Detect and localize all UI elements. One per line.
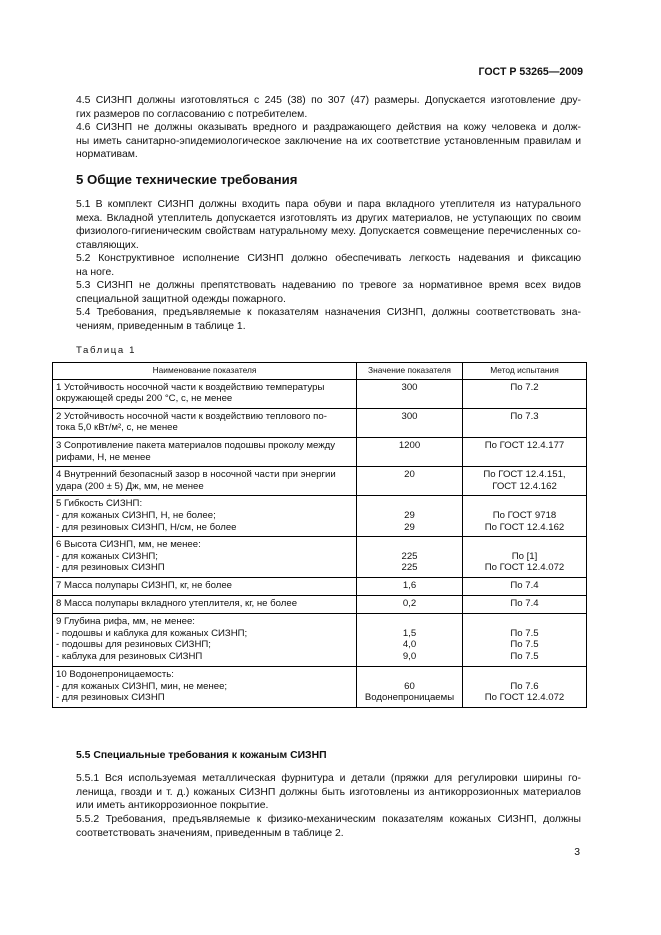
cell-indicator-value <box>357 379 463 408</box>
cell-line <box>466 616 583 628</box>
cell-line: Водонепроницаемы <box>364 692 455 704</box>
cell-test-method <box>463 595 587 613</box>
cell-line: По 7.4 <box>510 579 539 591</box>
cell-line: По ГОСТ 12.4.151, <box>483 469 566 481</box>
cell-line: окружающей среды 200 °С, с, не менее <box>56 393 233 405</box>
table-row <box>53 496 587 537</box>
paragraph-4-6 <box>76 121 581 162</box>
paragraph-line: гих размеров по согласованию с потребителем. <box>76 108 308 120</box>
paragraph-line: ны иметь санитарно-эпидемиологическое заключение на их соответствие установленным правилам и <box>76 135 581 147</box>
section-5-5-title: 5.5 Специальные требования к кожаным СИЗНП <box>76 750 327 761</box>
cell-line: 1,6 <box>402 579 417 591</box>
cell-line: 9 Глубина рифа, мм, не менее: <box>56 615 195 627</box>
paragraph-line: специальной защитной одежды пожарного. <box>76 293 286 305</box>
cell-indicator-name <box>53 379 357 408</box>
cell-line: По 7.5 <box>510 627 539 639</box>
cell-line: 29 <box>404 521 415 533</box>
table-row <box>53 666 587 707</box>
cell-line: По 7.5 <box>510 650 539 662</box>
paragraph-line: физиолого-гигиеническим свойствам натуральному меху. Допускается совмещение перечисленных со- <box>76 226 581 238</box>
cell-line: - для кожаных СИЗНП, Н, не более; <box>56 509 216 521</box>
cell-indicator-name <box>53 666 357 707</box>
cell-indicator-name <box>53 613 357 666</box>
cell-indicator-name <box>53 496 357 537</box>
cell-line: По ГОСТ 12.4.072 <box>484 562 565 574</box>
section-5-title: 5 Общие технические требования <box>76 172 298 187</box>
page-number: 3 <box>574 847 580 858</box>
cell-line: 20 <box>404 469 415 481</box>
paragraph-line: на ноге. <box>76 266 115 278</box>
paragraph-line: 5.2 Конструктивное исполнение СИЗНП должно обеспечивать легкость надевания и фиксацию <box>76 253 581 264</box>
cell-line: 0,2 <box>402 597 417 609</box>
table-row <box>53 379 587 408</box>
cell-line <box>360 539 459 551</box>
cell-line: тока 5,0 кВт/м², с, не менее <box>56 422 178 434</box>
cell-line: 225 <box>401 562 418 574</box>
cell-test-method <box>463 408 587 437</box>
cell-indicator-name <box>53 537 357 578</box>
table-row <box>53 595 587 613</box>
cell-line: 10 Водонепроницаемость: <box>56 668 174 680</box>
document-code-header: ГОСТ Р 53265—2009 <box>478 66 583 78</box>
cell-line: 60 <box>404 680 415 692</box>
table-row <box>53 467 587 496</box>
cell-line: 29 <box>404 509 415 521</box>
paragraph-line: 5.5.1 Вся используемая металлическая фурнитура и детали (пряжки для регулировки ширины го- <box>76 773 581 784</box>
paragraph-5-5-2 <box>76 813 581 840</box>
cell-indicator-value <box>357 666 463 707</box>
cell-line: 6 Высота СИЗНП, мм, не менее: <box>56 539 201 551</box>
cell-line: - для кожаных СИЗНП, мин, не менее; <box>56 680 228 692</box>
cell-line: По 7.6 <box>510 680 539 692</box>
paragraph-5-3 <box>76 279 581 306</box>
cell-test-method <box>463 379 587 408</box>
table-row <box>53 408 587 437</box>
cell-indicator-name <box>53 577 357 595</box>
cell-indicator-value <box>357 595 463 613</box>
cell-line: 5 Гибкость СИЗНП: <box>56 498 143 510</box>
cell-line: - подошвы и каблука для кожаных СИЗНП; <box>56 627 248 639</box>
cell-line: По 7.4 <box>510 597 539 609</box>
column-header-name: Наименование показателя <box>53 363 357 380</box>
cell-test-method <box>463 666 587 707</box>
cell-indicator-name <box>53 408 357 437</box>
paragraph-line: соответствовать значениям, приведенным в таблице 2. <box>76 827 344 839</box>
paragraph-line: меха. Вкладной утеплитель допускается изготовлять из других материалов, не уступающих по своим <box>76 212 581 224</box>
cell-line: удара (200 ± 5) Дж, мм, не менее <box>56 480 204 492</box>
cell-line: 7 Масса полупары СИЗНП, кг, не более <box>56 579 232 591</box>
table-row <box>53 613 587 666</box>
cell-line: По ГОСТ 9718 <box>492 509 557 521</box>
table-row <box>53 437 587 466</box>
paragraph-line: нормативам. <box>76 149 138 161</box>
cell-test-method <box>463 467 587 496</box>
cell-line: - для кожаных СИЗНП; <box>56 550 158 562</box>
paragraph-5-1 <box>76 198 581 252</box>
cell-line: 1200 <box>398 439 421 451</box>
cell-test-method <box>463 613 587 666</box>
cell-line: - для резиновых СИЗНП <box>56 692 165 704</box>
cell-line: 4,0 <box>402 639 417 651</box>
cell-line: 4 Внутренний безопасный зазор в носочной части при энергии <box>56 469 336 481</box>
cell-line: 300 <box>401 381 418 393</box>
paragraph-line: ленища, гвозди и т. д.) кожаных СИЗНП должны быть изготовлены из антикоррозионных материалов <box>76 786 581 798</box>
cell-line: - подошвы для резиновых СИЗНП; <box>56 639 211 651</box>
cell-line: ГОСТ 12.4.162 <box>492 480 557 492</box>
cell-line: 3 Сопротивление пакета материалов подошвы проколу между <box>56 439 336 451</box>
cell-indicator-value <box>357 408 463 437</box>
cell-line: По 7.5 <box>510 639 539 651</box>
cell-test-method <box>463 537 587 578</box>
cell-line: - для резиновых СИЗНП <box>56 562 165 574</box>
table-header-row <box>53 363 587 380</box>
cell-line: 2 Устойчивость носочной части к воздействию теплового по- <box>56 410 327 422</box>
cell-indicator-value <box>357 613 463 666</box>
paragraph-line: 5.5.2 Требования, предъявляемые к физико-механическим показателям кожаных СИЗНП, должны <box>76 814 581 825</box>
paragraph-5-2 <box>76 252 581 279</box>
table-row <box>53 577 587 595</box>
cell-line: рифами, Н, не менее <box>56 451 151 463</box>
cell-line: 300 <box>401 410 418 422</box>
cell-indicator-name <box>53 437 357 466</box>
cell-line: 225 <box>401 550 418 562</box>
paragraph-line: 5.4 Требования, предъявляемые к показателям назначения СИЗНП, должны соответствовать зна- <box>76 307 581 318</box>
cell-indicator-value <box>357 467 463 496</box>
cell-line <box>466 539 583 551</box>
table-row <box>53 537 587 578</box>
cell-line <box>466 498 583 510</box>
table-1-body <box>53 379 587 707</box>
cell-line <box>360 669 459 681</box>
paragraph-line: 4.5 СИЗНП должны изготовляться с 245 (38) по 307 (47) размеры. Допускается изготовление дру- <box>76 95 581 106</box>
cell-line <box>466 669 583 681</box>
cell-test-method <box>463 577 587 595</box>
cell-line: 1,5 <box>402 627 417 639</box>
paragraph-line: ставляющих. <box>76 239 139 251</box>
cell-line: По 7.3 <box>510 410 539 422</box>
paragraph-line: или иметь антикоррозионное покрытие. <box>76 800 269 812</box>
cell-line: По ГОСТ 12.4.072 <box>484 692 565 704</box>
paragraph-4-5 <box>76 94 581 121</box>
cell-indicator-value <box>357 537 463 578</box>
cell-line: По [1] <box>511 550 538 562</box>
paragraph-5-4 <box>76 306 581 333</box>
paragraph-line: 5.1 В комплект СИЗНП должны входить пара обуви и пара вкладного утеплителя из натурального <box>76 199 581 210</box>
cell-line: - каблука для резиновых СИЗНП <box>56 650 203 662</box>
paragraph-5-5-1 <box>76 772 581 813</box>
cell-indicator-name <box>53 595 357 613</box>
cell-line: - для резиновых СИЗНП, Н/см, не более <box>56 521 237 533</box>
paragraph-line: 5.3 СИЗНП не должны препятствовать надеванию по тревоге за нормативное время всех видов <box>76 280 581 291</box>
cell-indicator-value <box>357 496 463 537</box>
cell-line <box>360 616 459 628</box>
cell-line: 9,0 <box>402 650 417 662</box>
column-header-method: Метод испытания <box>463 363 587 380</box>
cell-test-method <box>463 496 587 537</box>
cell-indicator-name <box>53 467 357 496</box>
paragraph-line: 4.6 СИЗНП не должны оказывать вредного и раздражающего действия на кожу человека и долж- <box>76 122 581 133</box>
column-header-value: Значение показателя <box>357 363 463 380</box>
cell-line: По 7.2 <box>510 381 539 393</box>
cell-line: По ГОСТ 12.4.162 <box>484 521 565 533</box>
table-1-caption: Таблица 1 <box>76 345 137 356</box>
table-1 <box>52 362 587 708</box>
cell-line: 1 Устойчивость носочной части к воздействию температуры <box>56 381 325 393</box>
cell-line: По ГОСТ 12.4.177 <box>484 439 565 451</box>
cell-line: 8 Масса полупары вкладного утеплителя, кг, не более <box>56 597 298 609</box>
cell-line <box>360 498 459 510</box>
cell-indicator-value <box>357 437 463 466</box>
cell-indicator-value <box>357 577 463 595</box>
cell-test-method <box>463 437 587 466</box>
paragraph-line: чениям, приведенным в таблице 1. <box>76 320 246 332</box>
